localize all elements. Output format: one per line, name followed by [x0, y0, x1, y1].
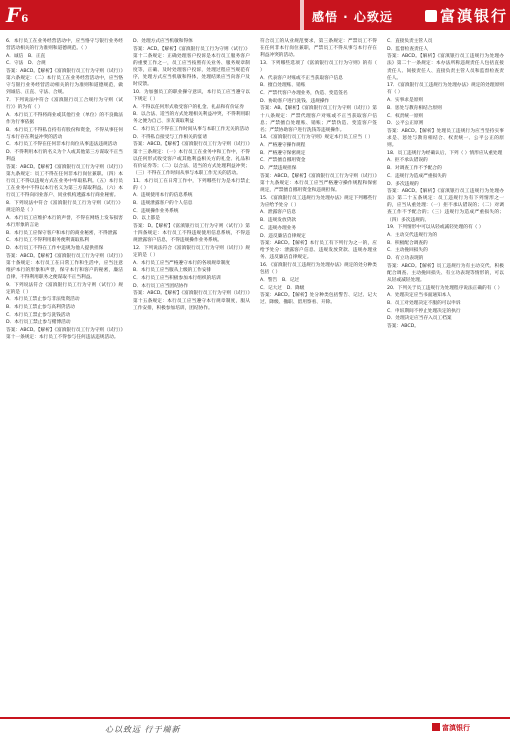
- paragraph: A．主动交代违规行为的: [387, 232, 438, 238]
- footer-tagline: 心以致远 行于端新: [105, 725, 181, 734]
- paragraph: B．本行员工不得私自持有有股份和资金，不得从事任何与本行存在利益冲突的活动: [6, 127, 123, 140]
- paragraph: A．警告 B．记过: [260, 277, 300, 283]
- paragraph: 18．员工违规行为经确认后，下列（ ）情形应从重处理: [387, 150, 503, 156]
- paragraph: D．公平公正原则: [387, 121, 424, 127]
- paragraph: D．以上都是: [133, 216, 161, 222]
- paragraph: D．不得私自接受与工作相关的宴请: [133, 134, 207, 140]
- paragraph: C．本行员工禁止参与洗钱活动: [6, 312, 71, 318]
- paragraph: 答案：ABCD。【解析】《富滇银行员工行为守则（试行）》第十三条规定：（一）本行员工在业务中和工作中，不得以任何形式收受客户或其他利益相关方的礼金、礼品和有价证券等；（二）以合法、适当的方式处理利益冲突；（三）不得在工作时间从事与本职工作无关的活动。: [133, 142, 250, 176]
- paragraph: D．本行员工不得在工作中违规为他人提供担保: [6, 245, 104, 251]
- paragraph: C．严禁擅自挪用资金: [260, 158, 306, 164]
- paragraph: B．积极配合调查的: [387, 240, 428, 246]
- paragraph: 答案：ABCD。【解析】《富滇银行员工违规行为处理办法》第二十五条规定：员工违规行为有下列情形之一的，应当从重处理：（一）拒不承认错误的；（二）对调查工作不予配合的；（三）违规行为造成严重损失的；（四）多次违规的。: [387, 189, 504, 223]
- paragraph: B．员工对处理决定不服的可以申诉: [387, 300, 461, 306]
- paragraph: 答案：ABCD。【解析】《富滇银行员工行为守则（试行）》第十五条规定：本行员工应当遵守本行规章制度，服从工作安排，积极参加培训，团结协作。: [133, 291, 250, 311]
- paragraph: A．诚信 B．正直: [6, 53, 46, 59]
- paragraph: A．代表客户对账或不正当获取客户信息: [260, 75, 343, 81]
- paragraph: A．违规使用本行的信息系统: [133, 193, 193, 199]
- text-column-2: [133, 38, 250, 708]
- paragraph: C．主动挽回损失的: [387, 248, 428, 254]
- paragraph: 答案：ACD。【解析】《富滇银行员工行为守则（试行）》第十二条规定：正确处理客户投诉是本行员工服务客户的重要工作之一，员工应当按照有关业务、服务规章制度等，正确、及时处理客户投诉，处理过程应当规范有序，处理方式应当机敏和得体，处理结果应当向客户及时反馈。: [133, 46, 250, 88]
- paragraph: B．严格遵守保密规定: [260, 150, 306, 156]
- paragraph: B．本行员工应当服从上级的工作安排: [133, 268, 212, 274]
- paragraph: C．守法 D．合规: [6, 61, 46, 67]
- paragraph: D．违反廉洁自律规定: [260, 233, 306, 239]
- paragraph: 答案：ABCD。【解析】《富滇银行员工行为守则（试行）》第九条规定：员工不得在任何非本行岗位兼职。（四）本行员工不得以违规方式在业务中牟取私利。（五）本行员工在业务中不得以本行名义为第三方谋取利益。（六）本行员工不得向同业客户、同业机构透露本行商业秘密。: [6, 164, 123, 199]
- paragraph: 20．下列关于员工违规行为处理程序说法正确的有（ ）: [387, 285, 503, 291]
- paragraph: 答案：ABCD。【解析】《富滇银行员工行为守则（试行）》第十一条规定：本行员工不得参与任何违法违规活动。: [6, 328, 123, 341]
- paragraph: 6．本行员工在业务经营活动中，应当恪守与银行业务经营活动相关的行为准则和道德规范。（ ）: [6, 39, 123, 52]
- paragraph: B．违规发放贷款: [260, 218, 297, 224]
- text-column-4: [387, 38, 504, 708]
- paragraph: D．多次违规的: [387, 181, 419, 187]
- paragraph: C．违规行为造成严重损失的: [387, 173, 447, 179]
- paragraph: 15．《富滇银行员工违规行为处理办法》规定下列哪些行为应给予处分（ ）: [260, 195, 377, 208]
- article-body: [6, 38, 506, 708]
- paragraph: C．违规操作业务系统: [133, 208, 179, 214]
- paragraph: D．不得利用本行的名义为个人或其他第三方谋取不正当利益: [6, 150, 123, 163]
- header-brand: 富滇银行: [425, 5, 508, 26]
- footer-bank: 富滇银行: [432, 723, 470, 733]
- footer-rule: [0, 717, 510, 719]
- paragraph: B．对调查工作不予配合的: [387, 166, 442, 172]
- paragraph: B．违规泄露客户的个人信息: [133, 201, 193, 206]
- header-divider: [300, 0, 304, 30]
- paragraph: A．本行员工应维护本行的声誉，不得在网络上发布损害本行形象的言论: [6, 215, 123, 228]
- bank-logo-icon: [425, 10, 437, 22]
- paragraph: 答案：ABCD。【解析】《富滇银行员工行为守则（试行）》第十九条规定：本行员工应当严格遵守操作规程和保密规定，严禁擅自挪用资金和违规担保。: [260, 173, 377, 193]
- paragraph: 答案：ABCD。【解析】处理员工违规行为应当坚持实事求是、惩处与教育相结合、权责统一、公平公正的原则。: [387, 128, 504, 149]
- paragraph: A．本行员工应当严格遵守本行的各项规章制度: [133, 260, 230, 266]
- paragraph: D．协助客户进行洗钱、违规操作: [260, 98, 330, 104]
- paragraph: C．本行员工应当积极参加本行组织的培训: [133, 276, 221, 282]
- paragraph: 14．《富滇银行员工行为守则》规定本行员工应当（ ）: [260, 135, 373, 141]
- bank-logo-icon: [432, 723, 440, 731]
- paragraph: 答案：AB。【解析】《富滇银行员工行为守则（试行）》第十八条规定：严禁代理客户对账或不正当获取客户信息；严禁擅自处理账、销账；严禁伪造、变造客户签名；严禁协助客户进行洗钱等违规操作。: [260, 106, 377, 133]
- paragraph: D．有立功表现的: [387, 256, 424, 261]
- paragraph: C．本行员工不得在工作时间从事与本职工作无关的活动: [133, 127, 249, 133]
- paragraph: 11．本行员工在日常工作中，下列哪些行为是本行禁止的（ ）: [133, 178, 250, 191]
- paragraph: 13．下列哪些选项了《富滇银行员工行为守则》的有（ ）: [260, 60, 377, 73]
- paragraph: C．权责统一原则: [387, 113, 424, 119]
- paragraph: B．以合法、适当的方式处理相关利益冲突，不得利用职务之便为自己、亲友谋取利益: [133, 112, 250, 125]
- paragraph: C．记大过 D．降级: [260, 285, 305, 291]
- paragraph: D．监督检查责任人: [387, 46, 429, 52]
- paragraph: C．直接负责主管人员: [387, 39, 433, 44]
- paragraph: B．擅自处理账、销账: [260, 83, 306, 89]
- page-header: [0, 0, 510, 30]
- paragraph: 19．下列情形中可以从轻或减轻处理的有（ ）: [387, 225, 484, 231]
- page-number: F6: [6, 3, 30, 27]
- paragraph: A．本行员工不得将商业或其他行业（单位）的不良做法作为行事依据: [6, 112, 123, 125]
- text-column-1: [6, 38, 123, 708]
- paragraph: 符合员工的从业规范要求，第三条规定：严禁员工不得在任何非本行岗位兼职，严禁员工不得从事与本行存在利益冲突的活动。: [260, 39, 377, 59]
- header-slogan: 感悟 · 心致远: [312, 10, 393, 24]
- paragraph: D．本行员工禁止参与赌博活动: [6, 320, 71, 326]
- paragraph: D．严禁违规担保: [260, 166, 297, 172]
- paragraph: 答案：ABCD。【解析】处分种类包括警告、记过、记大过、降级、撤职、留用察看、开除。: [260, 293, 377, 306]
- paragraph: 答案：ABCD。: [387, 324, 419, 329]
- paragraph: C．本行员工不得在任何非本行岗位从事违法违规活动: [6, 142, 118, 148]
- paragraph: B．本行员工应保守客户和本行的商业秘密，不得泄露: [6, 230, 118, 236]
- paragraph: 答案：ABCD。【解析】员工违规行为有主动交代、积极配合调查、主动挽回损失、有立功表现等情形的，可以从轻或减轻处理。: [387, 263, 504, 283]
- paragraph: 10．为加强员工的职业操守意识，本行员工应当遵守以下规定（ ）: [133, 89, 250, 102]
- paragraph: C．申诉期间不停止处理决定的执行: [387, 308, 461, 314]
- page-footer: [0, 716, 510, 740]
- paragraph: B．本行员工禁止参与高利贷活动: [6, 305, 75, 311]
- paragraph: A．不得以任何形式收受客户的礼金、礼品和有价证券: [133, 104, 245, 110]
- paragraph: A．严格遵守操作规程: [260, 143, 306, 149]
- paragraph: 9．下列说法符合《富滇银行员工行为守则（试行）》规定的是（ ）: [6, 282, 123, 295]
- paragraph: 答案：ABCD。【解析】《富滇银行员工行为守则（试行）》第十条规定：本行员工在日常工作和生活中，应当注意维护本行的形象和声誉，保守本行和客户的秘密，廉洁自律，不得利用职务之便谋取不正当利益。: [6, 253, 123, 280]
- paragraph: 答案：ABCD。【解析】《富滇银行员工违规行为处理办法》第二十一条规定：本办法所称违规责任人包括直接责任人、间接责任人、直接负责主管人员和监督检查责任人。: [387, 54, 504, 81]
- paragraph: A．本行员工禁止参与非法集资活动: [6, 297, 80, 303]
- paragraph: 17．《富滇银行员工违规行为处理办法》规定的处理原则有（ ）: [387, 83, 504, 96]
- paragraph: C．严禁代客户办理业务，伪造、变造签名: [260, 91, 348, 97]
- paragraph: 7．下列说法中符合《富滇银行员工合规行为守则（试行）》的为有（ ）: [6, 98, 123, 111]
- paragraph: 16．《富滇银行员工违规行为处理办法》规定的处分种类包括（ ）: [260, 263, 377, 276]
- paragraph: D．处理方式应当机敏和得体: [133, 39, 193, 44]
- paragraph: A．拒不承认错误的: [387, 158, 428, 164]
- paragraph: C．违规办理业务: [260, 225, 297, 231]
- paragraph: A．泄露客户信息: [260, 210, 297, 216]
- paragraph: A．处理决定应当书面通知本人: [387, 293, 452, 299]
- paragraph: 答案：ABCD。【解析】《富滇银行员工行为守则（试行）》第六条规定：（二）本行员工在业务经营活动中，应当恪守与银行业务经营活动相关的行为准则和道德规范，做到诚信、正直、守法、合规。: [6, 69, 123, 96]
- paragraph: B．惩处与教育相结合原则: [387, 105, 442, 111]
- paragraph: D．处理决定应当存入员工档案: [387, 316, 452, 322]
- paragraph: A．实事求是原则: [387, 98, 424, 104]
- paragraph: 答案：D。【解析】《富滇银行员工行为守则（试行）》第十四条规定：本行员工不得违规使用信息系统，不得违规泄露客户信息，不得违规操作业务系统。: [133, 224, 250, 244]
- text-column-3: [260, 38, 377, 708]
- paragraph: 8．下列说法中符合《富滇银行员工行为守则（试行）》规定的是（ ）: [6, 201, 123, 214]
- paragraph: C．本行员工不得利用职务便利谋取私利: [6, 238, 89, 244]
- paragraph: 12．下列说法符合《富滇银行员工行为守则（试行）》规定的是（ ）: [133, 245, 250, 259]
- paragraph: 答案：ABCD。【解析】本行员工有下列行为之一的，应给予处分：泄露客户信息、违规发放贷款、违规办理业务、违反廉洁自律规定。: [260, 241, 377, 261]
- paragraph: D．本行员工应当团结协作: [133, 283, 189, 289]
